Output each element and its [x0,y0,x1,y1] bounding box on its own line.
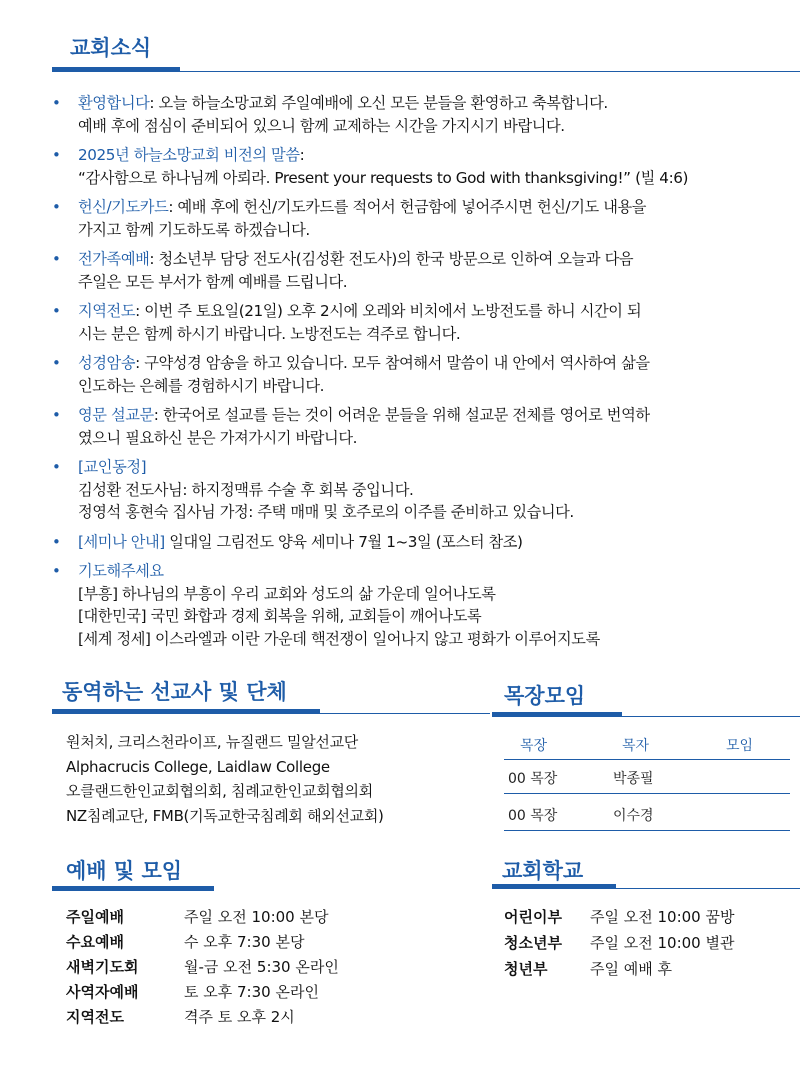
news-line [78,531,792,554]
news-text: [부흥] 하나님의 부흥이 우리 교회와 성도의 삶 가운데 일어나도록 [78,584,496,603]
school-table [504,906,800,986]
worship-name: 지역전도 [66,1008,124,1026]
missions-line: NZ침례교단, FMB(기독교한국침례회 해외선교회) [66,806,384,825]
bullet-icon: • [52,354,61,372]
news-item [52,456,792,524]
news-line [78,167,792,190]
missions-list [66,730,384,828]
news-text: 정영석 홍현숙 집사님 가정: 주택 매매 및 호주로의 이주를 준비하고 있습니다. [78,503,574,521]
school-name: 어린이부 [504,908,562,926]
news-item [52,196,792,241]
news-keyword: 기도해주세요 [78,562,164,580]
worship-name: 주일예배 [66,908,124,926]
news-text: 주일은 모든 부서가 함께 예배를 드립니다. [78,272,348,291]
news-keyword: 성경암송 [78,354,136,372]
news-text: [대한민국] 국민 화합과 경제 회복을 위해, 교회들이 깨어나도록 [78,607,482,625]
worship-time: 격주 토 오후 2시 [184,1008,295,1026]
news-line [78,352,792,375]
news-text: : 청소년부 담당 전도사(김성환 전도사)의 한국 방문으로 인하여 오늘과 다음 [149,250,634,268]
news-line [78,144,792,167]
pastoral-row-rule [504,830,790,831]
news-line [78,115,792,138]
bullet-icon: • [52,250,61,268]
bullet-icon: • [52,146,61,164]
news-item [52,248,792,293]
school-time: 주일 예배 후 [590,960,672,978]
news-line [78,323,792,346]
news-keyword: 전가족예배 [78,250,150,268]
news-keyword: 헌신/기도카드 [78,198,169,216]
news-text: : 오늘 하늘소망교회 주일예배에 오신 모든 분들을 환영하고 축복합니다. [149,94,608,112]
pastoral-row-leader: 이수경 [613,808,654,824]
pastoral-header-rule [504,759,790,760]
worship-table [66,906,466,1046]
worship-name: 새벽기도회 [66,958,139,976]
news-item [52,92,792,137]
worship-time: 토 오후 7:30 온라인 [184,983,319,1001]
news-line [78,196,792,219]
pastoral-row-leader: 박종필 [613,771,654,787]
school-time: 주일 오전 10:00 별관 [590,934,735,952]
pastoral-row-rule [504,793,790,794]
news-text: 인도하는 은혜를 경험하시기 바랍니다. [78,376,325,395]
missions-line: Alphacrucis College, Laidlaw College [66,757,330,776]
news-text: 일대일 그림전도 양육 세미나 7월 1~3일 (포스터 참조) [164,532,523,551]
school-title: 교회학교 [502,859,584,883]
news-item [52,300,792,345]
news-text: : [299,146,305,164]
news-text: : 구약성경 암송을 하고 있습니다. 모두 참여해서 말씀이 내 안에서 역사하여 삶을 [135,354,650,372]
news-text: “감사함으로 하나님께 아뢰라. Present your requests to God with thanksgiving!” (빌 4:6) [78,168,689,187]
pastoral-header-group: 목장 [520,738,548,754]
news-line [78,375,792,398]
news-keyword: [세미나 안내] [78,532,165,551]
pastoral-title-accent [492,712,622,717]
news-text: [세계 정세] 이스라엘과 이란 가운데 핵전쟁이 일어나지 않고 평화가 이루어지도록 [78,629,600,648]
bullet-icon: • [52,458,61,476]
news-keyword: 영문 설교문 [78,406,154,424]
missions-line: 원처치, 크리스천라이프, 뉴질랜드 밀알선교단 [66,733,358,751]
news-keyword: 지역전도 [78,302,136,320]
news-text: 예배 후에 점심이 준비되어 있으니 함께 교제하는 시간을 가지시기 바랍니다. [78,116,565,135]
bullet-icon: • [52,94,61,112]
news-text: : 예배 후에 헌신/기도카드를 적어서 헌금함에 넣어주시면 헌신/기도 내용을 [168,198,647,216]
news-line [78,300,792,323]
worship-title-accent [52,886,214,891]
school-title-accent [492,884,616,889]
missions-line: 오클랜드한인교회협의회, 침례교한인교회협의회 [66,782,373,800]
school-time: 주일 오전 10:00 꿈방 [590,908,735,926]
pastoral-row-group: 00 목장 [508,771,558,787]
news-keyword: 2025년 하늘소망교회 비전의 말씀 [78,146,300,164]
news-line [78,92,792,115]
pastoral-header-meeting: 모임 [726,738,754,754]
news-text: : 이번 주 토요일(21일) 오후 2시에 오레와 비치에서 노방전도를 하니 시간이 되 [135,302,642,320]
news-line [78,560,792,583]
pastoral-row-group: 00 목장 [508,808,558,824]
bullet-icon: • [52,198,61,216]
missions-title-accent [52,709,320,714]
news-item [52,560,792,650]
pastoral-header-leader: 목자 [622,738,650,754]
news-line [78,248,792,271]
news-item [52,404,792,449]
missions-title: 동역하는 선교사 및 단체 [62,680,287,704]
school-name: 청소년부 [504,934,562,952]
news-line [78,605,792,628]
news-keyword: [교인동정] [78,458,147,476]
news-line [78,427,792,450]
news-text: 가지고 함께 기도하도록 하겠습니다. [78,220,310,239]
news-title: 교회소식 [70,36,152,60]
news-title-accent [52,67,180,72]
bullet-icon: • [52,406,61,424]
news-text: 김성환 전도사님: 하지정맥류 수술 후 회복 중입니다. [78,480,414,499]
news-keyword: 환영합니다 [78,94,150,112]
news-text: 였으니 필요하신 분은 가져가시기 바랍니다. [78,428,358,447]
news-line [78,501,792,524]
bullet-icon: • [52,562,61,580]
news-line [78,404,792,427]
news-text: : 한국어로 설교를 듣는 것이 어려운 분들을 위해 설교문 전체를 영어로 번역하 [153,406,650,424]
pastoral-title: 목장모임 [504,684,586,708]
news-line [78,219,792,242]
worship-time: 월-금 오전 5:30 온라인 [184,958,339,976]
worship-title: 예배 및 모임 [66,859,183,883]
bullet-icon: • [52,302,61,320]
worship-time: 수 오후 7:30 본당 [184,933,305,951]
worship-name: 수요예배 [66,933,124,951]
news-item [52,352,792,397]
news-line [78,271,792,294]
news-text: 시는 분은 함께 하시기 바랍니다. 노방전도는 격주로 합니다. [78,324,461,343]
news-line [78,479,792,502]
news-line [78,628,792,651]
news-line [78,583,792,606]
school-name: 청년부 [504,960,548,978]
news-line [78,456,792,479]
worship-name: 사역자예배 [66,983,139,1001]
news-list [52,92,792,657]
news-item [52,144,792,189]
news-item [52,531,792,554]
worship-time: 주일 오전 10:00 본당 [184,908,329,926]
bullet-icon: • [52,532,61,551]
